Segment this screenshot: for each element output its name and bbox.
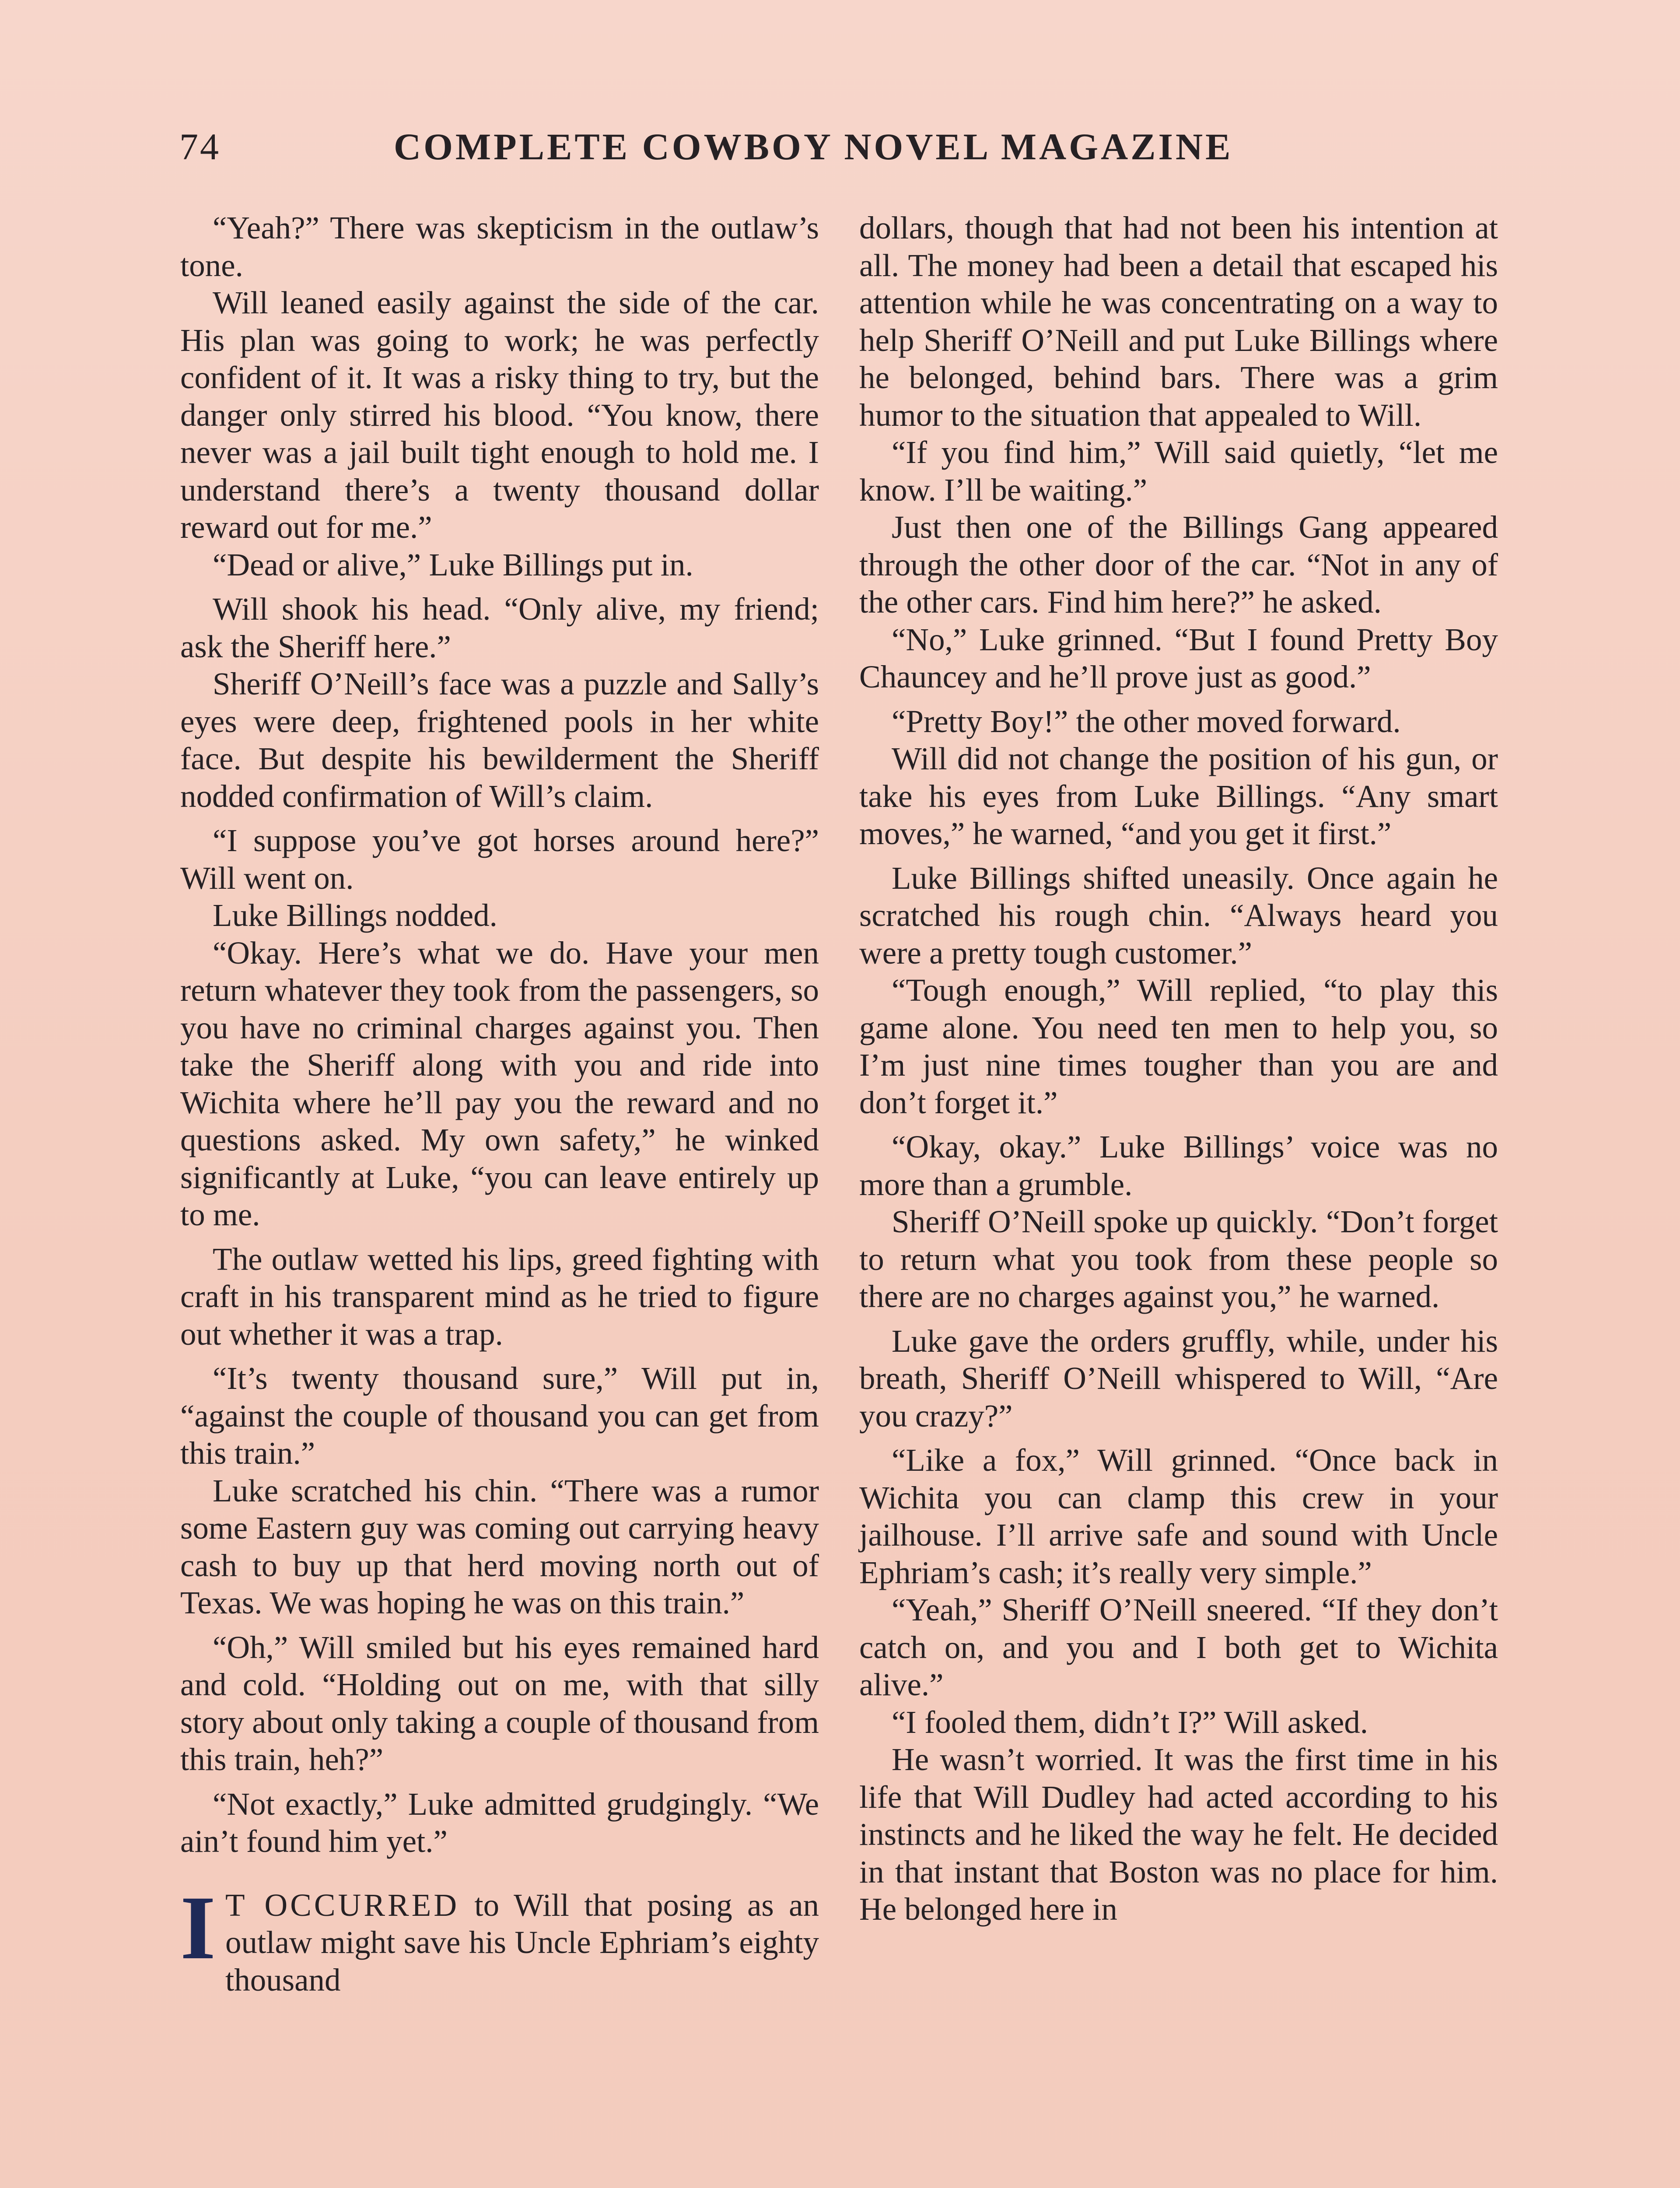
paragraph: “Yeah,” Sheriff O’Neill sneered. “If they don’t catch on, and you and I both get to Wichita alive.” xyxy=(859,1592,1498,1702)
paragraph: “Okay. Here’s what we do. Have your men return whatever they took from the passengers, so you have no criminal charges against you. Then take the Sheriff along with you and ride into Wichita where he’ll pay you the reward and no questions asked. My own safety,” he winked significantly at Luke, “you can leave entirely up to me. xyxy=(180,935,819,1232)
drop-cap-lead-in: T OCCURRED xyxy=(225,1887,460,1923)
paragraph: He wasn’t worried. It was the first time in his life that Will Dudley had acted according to his instincts and he liked the way he felt. He decided in that instant that Boston was no place for him. He belonged here in xyxy=(859,1742,1498,1927)
paragraph: “Yeah?” There was skepticism in the outlaw’s tone. xyxy=(180,210,819,283)
paragraph: “Not exactly,” Luke admitted grudgingly. “We ain’t found him yet.” xyxy=(180,1786,819,1859)
paragraph: Luke Billings nodded. xyxy=(213,898,497,933)
left-column xyxy=(180,209,819,1999)
paragraph: “Okay, okay.” Luke Billings’ voice was no more than a grumble. xyxy=(859,1129,1498,1202)
paragraph: “I fooled them, didn’t I?” Will asked. xyxy=(892,1704,1368,1740)
magazine-title: COMPLETE COWBOY NOVEL MAGAZINE xyxy=(394,126,1233,168)
paragraph: Will shook his head. “Only alive, my friend; ask the Sheriff here.” xyxy=(180,591,819,664)
paragraph: “Oh,” Will smiled but his eyes remained hard and cold. “Holding out on me, with that silly story about only taking a couple of thousand from this train, heh?” xyxy=(180,1629,819,1777)
page-number: 74 xyxy=(179,126,220,168)
paragraph: “Pretty Boy!” the other moved forward. xyxy=(892,703,1401,739)
paragraph: “No,” Luke grinned. “But I found Pretty Boy Chauncey and he’ll prove just as good.” xyxy=(859,621,1498,694)
drop-cap-letter: I xyxy=(180,1877,216,1978)
paragraph: Just then one of the Billings Gang appeared through the other door of the car. “Not in any of the other cars. Find him here?” he asked. xyxy=(859,509,1498,620)
paragraph: “If you find him,” Will said quietly, “let me know. I’ll be waiting.” xyxy=(859,435,1498,508)
paragraph: Luke scratched his chin. “There was a rumor some Eastern guy was coming out carrying heavy cash to buy up that herd moving north out of Texas. We was hoping he was on this train.” xyxy=(180,1473,819,1620)
paragraph: Will leaned easily against the side of the car. His plan was going to work; he was perfectly confident of it. It was a risky thing to try, but the danger only stirred his blood. “You know, there never was a jail built tight enough to hold me. I understand there’s a twenty thousand dollar reward out for me.” xyxy=(180,285,819,545)
paragraph: Sheriff O’Neill spoke up quickly. “Don’t forget to return what you took from these people so there are no charges against you,” he warned. xyxy=(859,1204,1498,1314)
paragraph: Luke Billings shifted uneasily. Once again he scratched his rough chin. “Always heard you were a pretty tough customer.” xyxy=(859,860,1498,971)
paragraph: Luke gave the orders gruffly, while, under his breath, Sheriff O’Neill whispered to Will, “Are you crazy?” xyxy=(859,1323,1498,1434)
paragraph: “Dead or alive,” Luke Billings put in. xyxy=(213,547,693,582)
paragraph: Sheriff O’Neill’s face was a puzzle and Sally’s eyes were deep, frightened pools in her white face. But despite his bewilderment the Sheriff nodded confirmation of Will’s claim. xyxy=(180,666,819,814)
page-header xyxy=(179,125,1509,173)
drop-cap-paragraph xyxy=(180,1877,819,1999)
paragraph: dollars, though that had not been his intention at all. The money had been a detail that escaped his attention while he was concentrating on a way to help Sheriff O’Neill and put Luke Billings where he belonged, behind bars. There was a grim humor to the situation that appealed to Will. xyxy=(859,210,1498,433)
paragraph: “I suppose you’ve got horses around here?” Will went on. xyxy=(180,823,819,896)
paragraph: “Like a fox,” Will grinned. “Once back in Wichita you can clamp this crew in your jailhouse. I’ll arrive safe and sound with Uncle Ephriam’s cash; it’s really very simple.” xyxy=(859,1442,1498,1590)
paragraph: “It’s twenty thousand sure,” Will put in, “against the couple of thousand you can get from this train.” xyxy=(180,1360,819,1471)
drop-cap-text: to Will that posing as an outlaw might save his Uncle Ephriam’s eighty thousand xyxy=(225,1887,819,1998)
paragraph: “Tough enough,” Will replied, “to play this game alone. You need ten men to help you, so I’m just nine times tougher than you are and don’t forget it.” xyxy=(859,972,1498,1120)
paragraph: Will did not change the position of his gun, or take his eyes from Luke Billings. “Any smart moves,” he warned, “and you get it first.” xyxy=(859,741,1498,851)
paragraph: The outlaw wetted his lips, greed fighting with craft in his transparent mind as he tried to figure out whether it was a trap. xyxy=(180,1241,819,1352)
right-column xyxy=(859,209,1498,1928)
